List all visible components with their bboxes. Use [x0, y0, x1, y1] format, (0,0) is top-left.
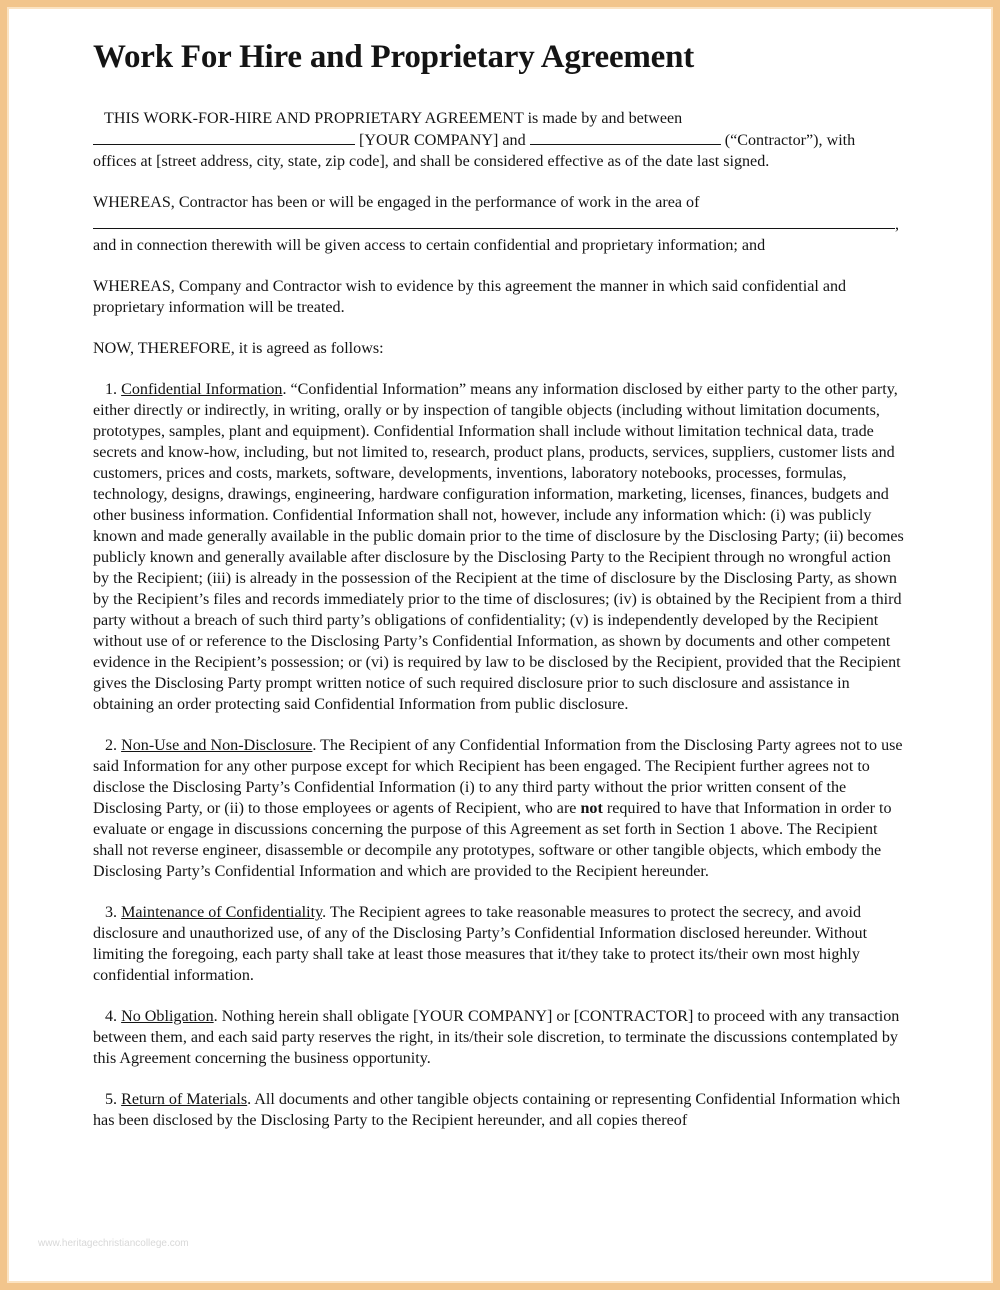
section-2-title: Non-Use and Non-Disclosure — [121, 737, 313, 754]
intro-paragraph — [93, 108, 908, 172]
section-1-title: Confidential Information — [121, 381, 283, 398]
section-4 — [93, 1006, 908, 1069]
section-4-number: 4. — [105, 1008, 118, 1025]
section-2-text-a: . The Recipient of any Confidential Information from the Disclosing Party agrees not to use said Information for any other purpose except for which Recipient has been engaged. The Recipient further agrees not to disclose the Disclosing Party’s Confidential Information (i) to any third party without the prior written consent of the Disclosing Party, or (ii) to those employees or agents of Recipient, who are — [93, 737, 903, 817]
section-1-number: 1. — [105, 381, 118, 398]
whereas1-line-1: WHEREAS, Contractor has been or will be engaged in the performance of work in the area of — [93, 194, 700, 211]
section-3 — [93, 902, 908, 986]
section-2 — [93, 735, 908, 882]
section-3-title: Maintenance of Confidentiality — [121, 904, 323, 921]
intro-line-3: offices at [street address, city, state, zip code], and shall be considered effective as of the date last signed. — [93, 153, 770, 170]
now-therefore-paragraph: NOW, THEREFORE, it is agreed as follows: — [93, 340, 384, 357]
company-name-blank[interactable] — [93, 129, 355, 145]
watermark: www.heritagechristiancollege.com — [38, 1238, 189, 1249]
contractor-label: (“Contractor”), with — [724, 132, 856, 149]
whereas1-line-3: and in connection therewith will be given access to certain confidential and proprietary information; and — [93, 237, 766, 254]
company-placeholder: [YOUR COMPANY] and — [359, 132, 526, 149]
section-4-text: . Nothing herein shall obligate [YOUR COMPANY] or [CONTRACTOR] to proceed with any transaction between them, and each said party reserves the right, in its/their sole discretion, to terminate the discussions contemplated by this Agreement concerning the business opportunity. — [93, 1008, 900, 1067]
section-2-number: 2. — [105, 737, 118, 754]
contractor-name-blank[interactable] — [530, 129, 721, 145]
section-3-number: 3. — [105, 904, 118, 921]
section-5-number: 5. — [105, 1091, 118, 1108]
section-1-text: . “Confidential Information” means any information disclosed by either party to the other party, either directly or indirectly, in writing, orally or by inspection of tangible objects (including without limitation documents, prototypes, samples, plant and equipment). Confidential Information shall include without limitation technical data, trade secrets and know-how, including, but not limited to, research, product plans, products, services, suppliers, customer lists and customers, prices and costs, markets, software, developments, inventions, laboratory notebooks, processes, formulas, technology, designs, drawings, engineering, hardware configuration information, marketing, licenses, finances, budgets and other business information. Confidential Information shall not, however, include any information which: (i) was publicly known and made generally available in the public domain prior to the time of disclosure by the Disclosing Party; (ii) becomes publicly known and generally available after disclosure by the Disclosing Party to the Recipient through no wrongful action by the Recipient; (iii) is already in the possession of the Recipient at the time of disclosure by the Disclosing Party, as shown by the Recipient’s files and records immediately prior to the time of disclosures; (iv) is obtained by the Recipient from a third party without a breach of such third party’s obligations of confidentiality; (v) is independently developed by the Recipient without use of or reference to the Disclosing Party’s Confidential Information, as shown by documents and other competent evidence in the Recipient’s possession; or (vi) is required by law to be disclosed by the Recipient, provided that the Recipient gives the Disclosing Party prompt written notice of such required disclosure prior to such disclosure and assistance in obtaining an order protecting said Confidential Information from public disclosure. — [93, 381, 904, 713]
whereas-paragraph-1 — [93, 192, 908, 256]
section-4-title: No Obligation — [121, 1008, 214, 1025]
whereas1-comma: , — [895, 216, 900, 233]
section-1 — [93, 379, 908, 715]
section-3-text: . The Recipient agrees to take reasonable measures to protect the secrecy, and avoid disclosure and unauthorized use, of any of the Disclosing Party’s Confidential Information disclosed hereunder. Without limiting the foregoing, each party shall take at least those measures that it/they take to protect its/their own most highly confidential information. — [93, 904, 868, 984]
section-2-bold-word: not — [580, 800, 603, 817]
whereas-paragraph-2: WHEREAS, Company and Contractor wish to evidence by this agreement the manner in which said confidential and proprietary information will be treated. — [93, 278, 847, 316]
section-5-text: . All documents and other tangible objects containing or representing Confidential Information which has been disclosed by the Disclosing Party to the Recipient hereunder, and all copies thereof — [93, 1091, 901, 1129]
section-5-title: Return of Materials — [121, 1091, 248, 1108]
section-2-text-b: required to have that Information in order to evaluate or engage in discussions concerning the purpose of this Agreement as set forth in Section 1 above. The Recipient shall not reverse engineer, disassemble or decompile any prototypes, software or other tangible objects, which embody the Disclosing Party’s Confidential Information and which are provided to the Recipient hereunder. — [93, 800, 892, 880]
intro-line-1: THIS WORK-FOR-HIRE AND PROPRIETARY AGREEMENT is made by and between — [104, 110, 683, 127]
document-title: Work For Hire and Proprietary Agreement — [93, 39, 695, 75]
work-area-blank[interactable] — [93, 213, 895, 229]
section-5 — [93, 1089, 908, 1131]
document-body — [93, 34, 908, 1151]
